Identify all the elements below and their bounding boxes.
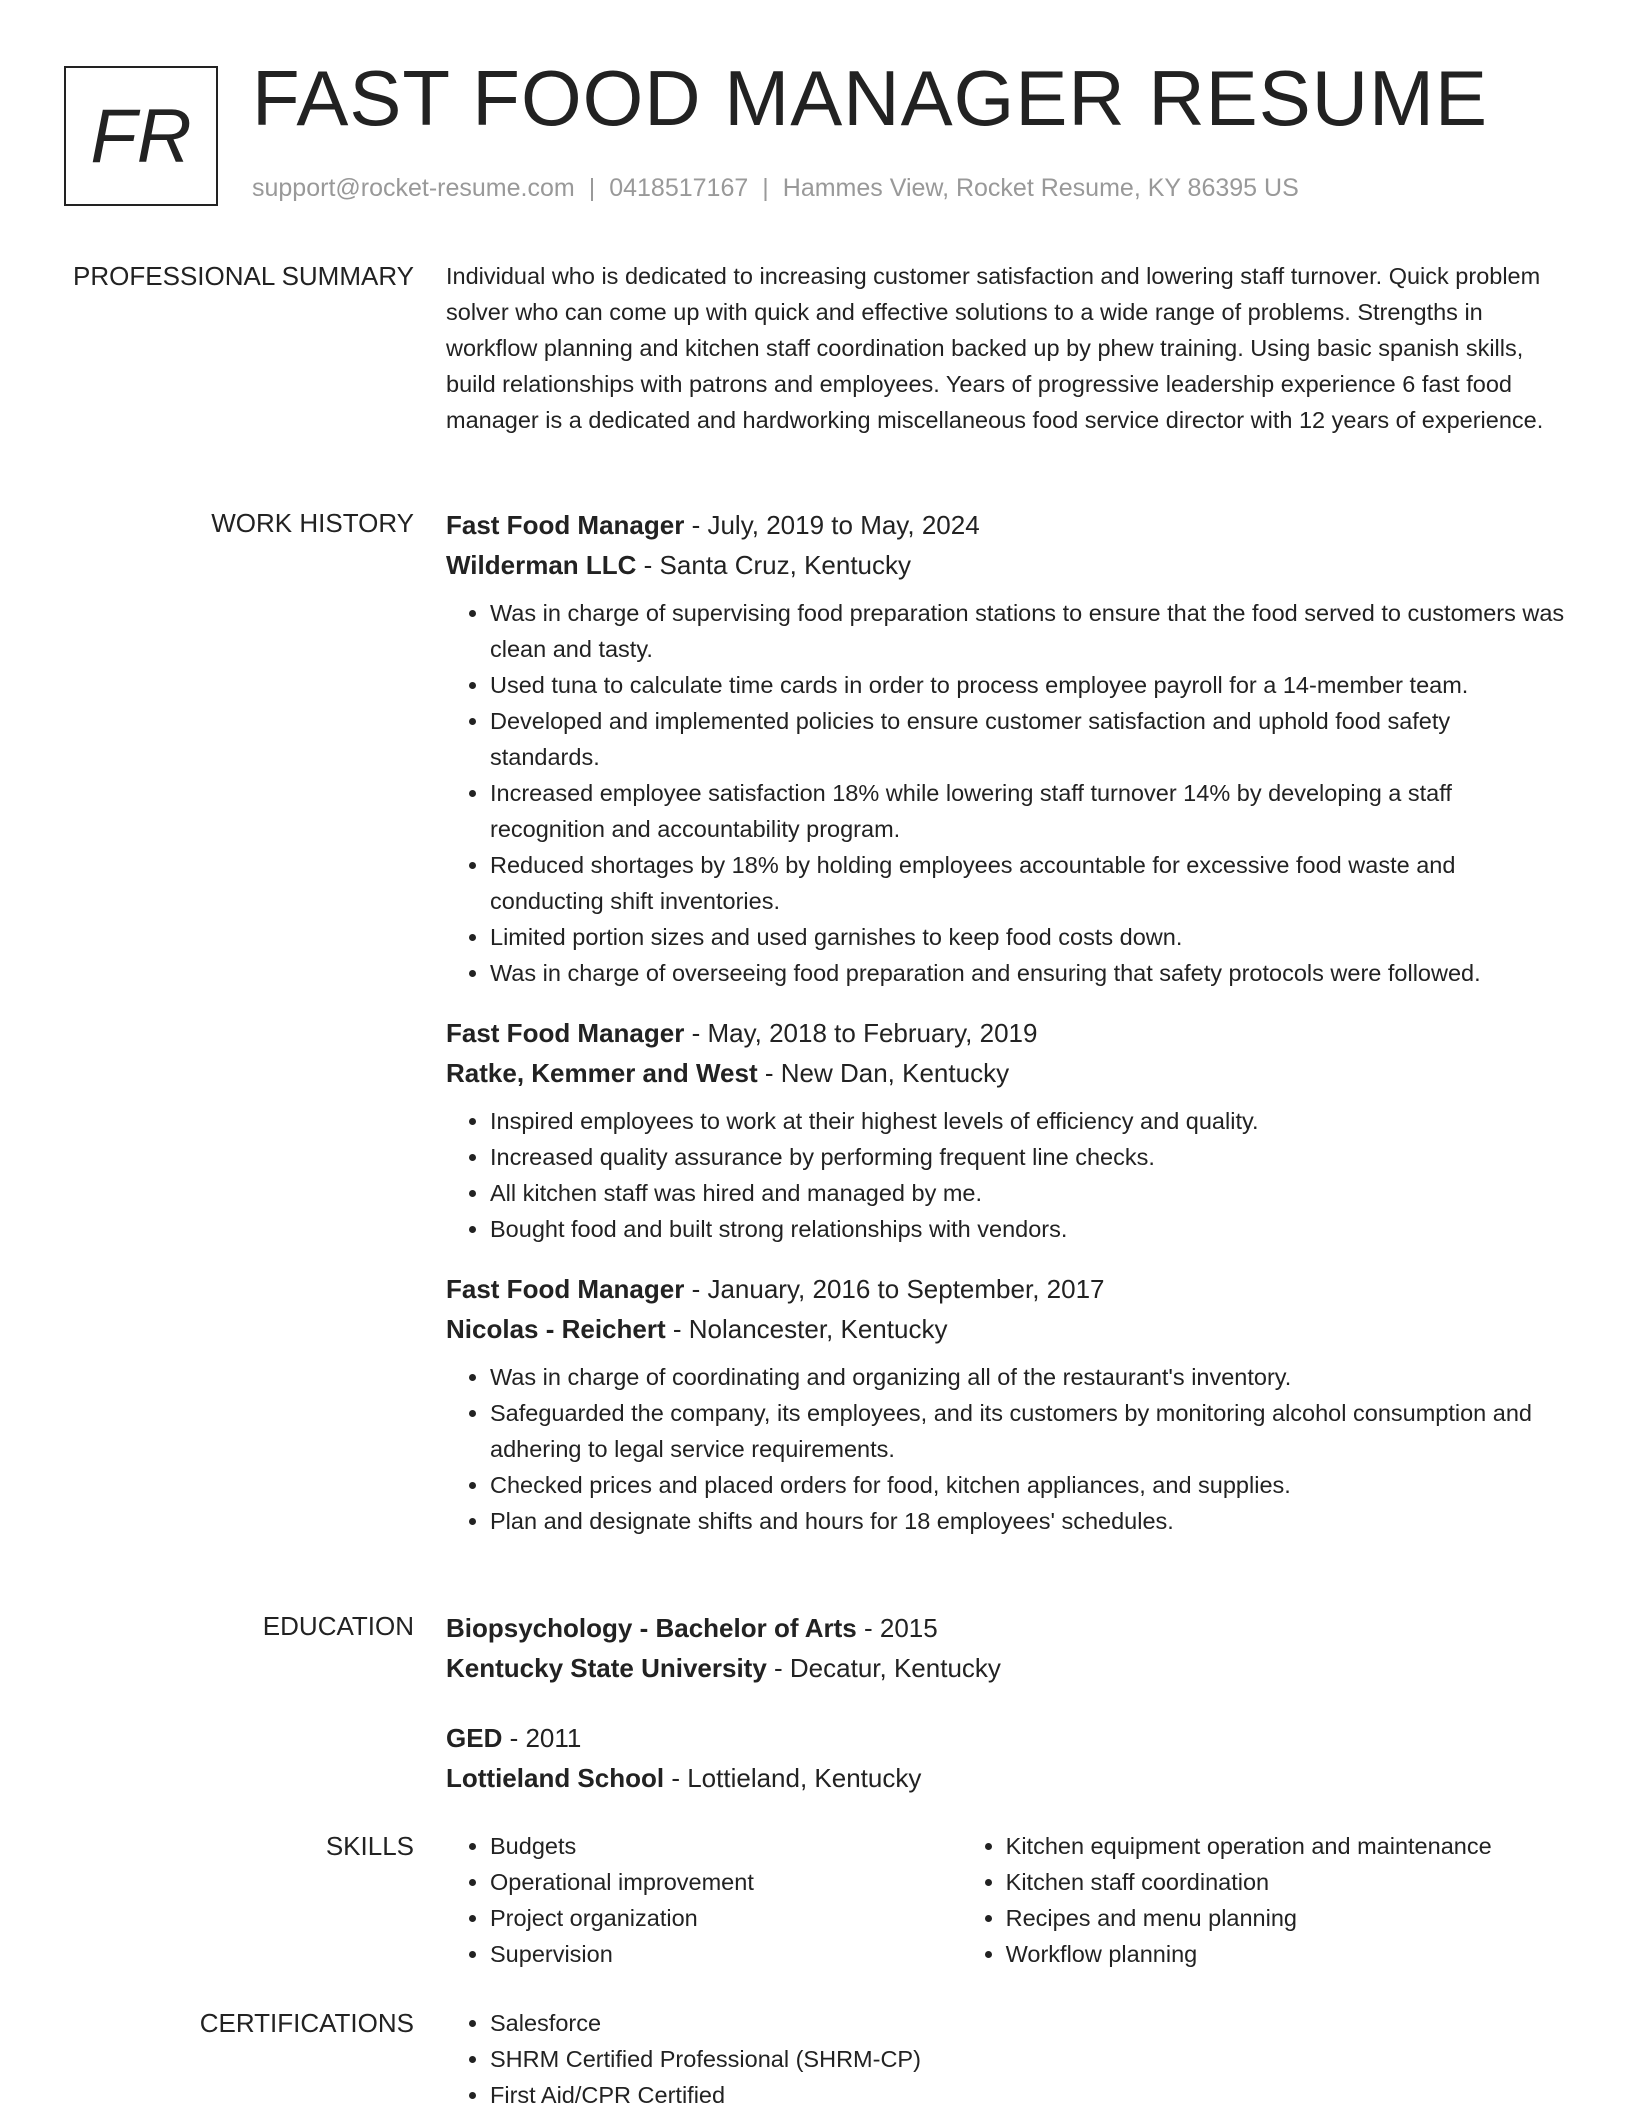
education-entry <box>446 1718 1566 1798</box>
summary-label: PROFESSIONAL SUMMARY <box>73 261 414 291</box>
skill-item: • Project organization <box>490 1900 962 1936</box>
skill-item: • Operational improvement <box>490 1864 962 1900</box>
job-company: Ratke, Kemmer and West <box>446 1058 758 1088</box>
job-title-line <box>446 1013 1566 1053</box>
job-title: Fast Food Manager <box>446 510 685 540</box>
skill-item: • Budgets <box>490 1828 962 1864</box>
degree-line <box>446 1608 1566 1648</box>
school-line <box>446 1648 1566 1688</box>
job-entry <box>446 1013 1566 1247</box>
skill-item: • Workflow planning <box>1006 1936 1566 1972</box>
job-dates: - January, 2016 to September, 2017 <box>684 1274 1105 1304</box>
contact-line <box>252 174 1299 203</box>
certification-item: • Salesforce <box>490 2005 995 2041</box>
job-company-line <box>446 1309 1566 1349</box>
contact-email: support@rocket-resume.com <box>252 174 575 202</box>
job-location: - Santa Cruz, Kentucky <box>636 550 912 580</box>
job-bullet: • Increased quality assurance by performing frequent line checks. <box>490 1139 1566 1175</box>
job-company-line <box>446 1053 1566 1093</box>
monogram-box <box>64 66 218 206</box>
skill-item: • Supervision <box>490 1936 962 1972</box>
job-bullet: • Inspired employees to work at their highest levels of efficiency and quality. <box>490 1103 1566 1139</box>
job-bullet: • Checked prices and placed orders for food, kitchen appliances, and supplies. <box>490 1467 1566 1503</box>
job-dates: - July, 2019 to May, 2024 <box>684 510 980 540</box>
education-entry <box>446 1608 1566 1688</box>
contact-phone: 0418517167 <box>609 174 749 202</box>
certification-item: • First Aid/CPR Certified <box>490 2077 995 2113</box>
job-title-line <box>446 505 1566 545</box>
job-bullet: • Plan and designate shifts and hours for 18 employees' schedules. <box>490 1503 1566 1539</box>
degree-line <box>446 1718 1566 1758</box>
resume-title: FAST FOOD MANAGER RESUME <box>252 54 1489 142</box>
job-bullet: • Safeguarded the company, its employees, and its customers by monitoring alcohol consumption and adhering to legal service requirements. <box>490 1395 1566 1467</box>
job-title: Fast Food Manager <box>446 1274 685 1304</box>
school-location: - Lottieland, Kentucky <box>664 1763 922 1793</box>
job-location: - New Dan, Kentucky <box>757 1058 1010 1088</box>
summary-text: Individual who is dedicated to increasing customer satisfaction and lowering staff turnover. Quick problem solver who can come up with quick and effective solutions to a wide range of problems. Strengths in workflow planning and kitchen staff coordination backed up by phew training. Using basic spanish skills, build relationships with patrons and employees. Years of progressive leadership experience 6 fast food manager is a dedicated and hardworking miscellaneous food service director with 12 years of experience. <box>446 263 1544 433</box>
skill-item: • Kitchen equipment operation and maintenance <box>1006 1828 1566 1864</box>
job-company: Nicolas - Reichert <box>446 1314 666 1344</box>
job-bullet: • Was in charge of coordinating and organizing all of the restaurant's inventory. <box>490 1359 1566 1395</box>
degree: Biopsychology - Bachelor of Arts <box>446 1613 857 1643</box>
job-bullets <box>446 595 1566 991</box>
school: Lottieland School <box>446 1763 665 1793</box>
skills-columns <box>446 1828 1566 1972</box>
degree-year: - 2011 <box>502 1723 582 1753</box>
job-bullets <box>446 1359 1566 1539</box>
job-bullet: • Increased employee satisfaction 18% while lowering staff turnover 14% by developing a staff recognition and accountability program. <box>490 775 1566 847</box>
contact-address: Hammes View, Rocket Resume, KY 86395 US <box>782 174 1299 202</box>
job-entry <box>446 1269 1566 1539</box>
school-location: - Decatur, Kentucky <box>766 1653 1001 1683</box>
job-bullet: • Used tuna to calculate time cards in order to process employee payroll for a 14-member team. <box>490 667 1566 703</box>
job-bullet: • Limited portion sizes and used garnishes to keep food costs down. <box>490 919 1566 955</box>
degree: GED <box>446 1723 503 1753</box>
certifications-columns <box>446 2005 1566 2113</box>
job-bullet: • All kitchen staff was hired and managed by me. <box>490 1175 1566 1211</box>
skill-item: • Recipes and menu planning <box>1006 1900 1566 1936</box>
job-bullets <box>446 1103 1566 1247</box>
degree-year: - 2015 <box>856 1613 938 1643</box>
job-bullet: • Reduced shortages by 18% by holding employees accountable for excessive food waste and conducting shift inventories. <box>490 847 1566 919</box>
job-company: Wilderman LLC <box>446 550 637 580</box>
job-title-line <box>446 1269 1566 1309</box>
certifications-label: CERTIFICATIONS <box>199 2008 414 2038</box>
skills-list <box>962 1828 1566 1972</box>
work-history-label: WORK HISTORY <box>211 508 414 538</box>
school-line <box>446 1758 1566 1798</box>
skills-list <box>446 1828 962 1972</box>
job-bullet: • Bought food and built strong relationships with vendors. <box>490 1211 1566 1247</box>
job-bullet: • Was in charge of supervising food preparation stations to ensure that the food served to customers was clean and tasty. <box>490 595 1566 667</box>
education-label: EDUCATION <box>262 1611 414 1641</box>
contact-separator: | <box>588 174 596 202</box>
skill-item: • Kitchen staff coordination <box>1006 1864 1566 1900</box>
job-bullet: • Developed and implemented policies to ensure customer satisfaction and uphold food safety standards. <box>490 703 1566 775</box>
contact-separator: | <box>762 174 769 202</box>
job-dates: - May, 2018 to February, 2019 <box>684 1018 1038 1048</box>
school: Kentucky State University <box>446 1653 767 1683</box>
monogram-initials: FR <box>90 93 192 179</box>
job-title: Fast Food Manager <box>446 1018 685 1048</box>
skills-label: SKILLS <box>325 1831 414 1861</box>
job-bullet: • Was in charge of overseeing food preparation and ensuring that safety protocols were followed. <box>490 955 1566 991</box>
job-entry <box>446 505 1566 991</box>
certification-item: • SHRM Certified Professional (SHRM-CP) <box>490 2041 995 2077</box>
certifications-list <box>446 2005 995 2113</box>
job-location: - Nolancester, Kentucky <box>665 1314 948 1344</box>
job-company-line <box>446 545 1566 585</box>
